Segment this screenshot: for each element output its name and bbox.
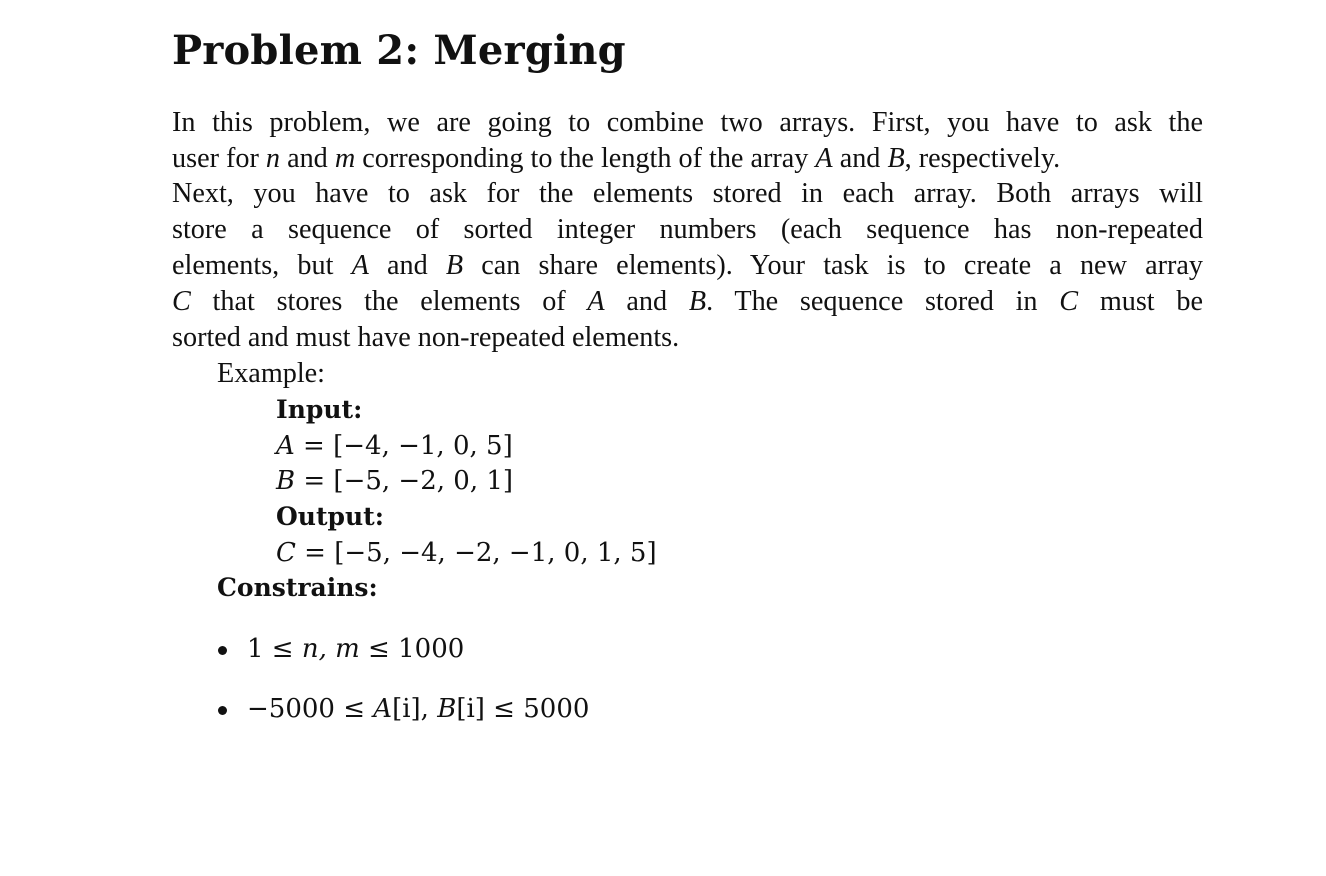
variable-a: A	[587, 286, 605, 317]
text-fragment: corresponding to the length of the array	[355, 143, 816, 174]
variable-c: C	[172, 286, 191, 317]
constraint-lhs: −5000 ≤	[247, 694, 374, 724]
variable-n: n	[265, 143, 281, 174]
constraint-variables: n, m	[301, 634, 360, 664]
separator: ,	[420, 694, 438, 724]
variable-m: m	[334, 143, 356, 174]
array-a-value: = [−4, −1, 0, 5]	[294, 431, 513, 461]
description-line-5	[172, 248, 1203, 284]
array-b-value: = [−5, −2, 0, 1]	[295, 466, 514, 496]
constraint-lhs: 1 ≤	[247, 634, 302, 664]
constraint-item-2	[247, 691, 589, 727]
text-fragment: user for	[172, 143, 266, 174]
variable-a: A	[373, 694, 393, 724]
constraint-rhs: ≤ 5000	[484, 694, 590, 724]
variable-a: A	[351, 250, 369, 281]
text-fragment: and	[604, 286, 689, 317]
variable-b: B	[887, 143, 905, 174]
input-label: Input:	[276, 395, 363, 424]
text-fragment: that stores the elements of	[190, 286, 588, 317]
variable-b: B	[276, 466, 296, 496]
description-line-7: sorted and must have non-repeated elements.	[172, 322, 680, 353]
index-fragment: [i]	[392, 694, 421, 724]
variable-b: B	[437, 694, 457, 724]
input-array-a	[276, 428, 513, 464]
text-fragment: must be	[1078, 286, 1203, 317]
text-fragment: and	[832, 143, 888, 174]
text-fragment: can share elements). Your task is to create a new array	[463, 250, 1203, 281]
description-line-3: Next, you have to ask for the elements stored in each array. Both arrays will	[172, 178, 1203, 209]
input-array-b	[276, 463, 513, 499]
text-fragment: and	[280, 143, 335, 174]
description-line-2	[172, 141, 1203, 177]
variable-a: A	[815, 143, 833, 174]
problem-title: Problem 2: Merging	[172, 27, 626, 74]
text-fragment: . The sequence stored in	[706, 286, 1060, 317]
variable-c: C	[276, 538, 296, 568]
text-fragment: elements, but	[172, 250, 352, 281]
description-line-6	[172, 284, 1203, 320]
variable-c: C	[1059, 286, 1079, 317]
output-array-c	[276, 535, 657, 571]
variable-a: A	[276, 431, 295, 461]
bullet-icon	[218, 646, 227, 655]
text-fragment: and	[368, 250, 446, 281]
description-line-1: In this problem, we are going to combine two arrays. First, you have to ask the	[172, 107, 1203, 138]
index-fragment: [i]	[456, 694, 485, 724]
constraint-item-1	[247, 631, 464, 667]
description-line-4: store a sequence of sorted integer numbers (each sequence has non-repeated	[172, 214, 1203, 245]
bullet-icon	[218, 706, 227, 715]
constraint-rhs: ≤ 1000	[359, 634, 465, 664]
output-label: Output:	[276, 502, 384, 531]
variable-b: B	[445, 250, 464, 281]
example-label: Example:	[217, 358, 326, 389]
variable-b: B	[688, 286, 707, 317]
array-c-value: = [−5, −4, −2, −1, 0, 1, 5]	[295, 538, 657, 568]
constraints-label: Constrains:	[217, 573, 378, 602]
text-fragment: , respectively.	[904, 143, 1061, 174]
